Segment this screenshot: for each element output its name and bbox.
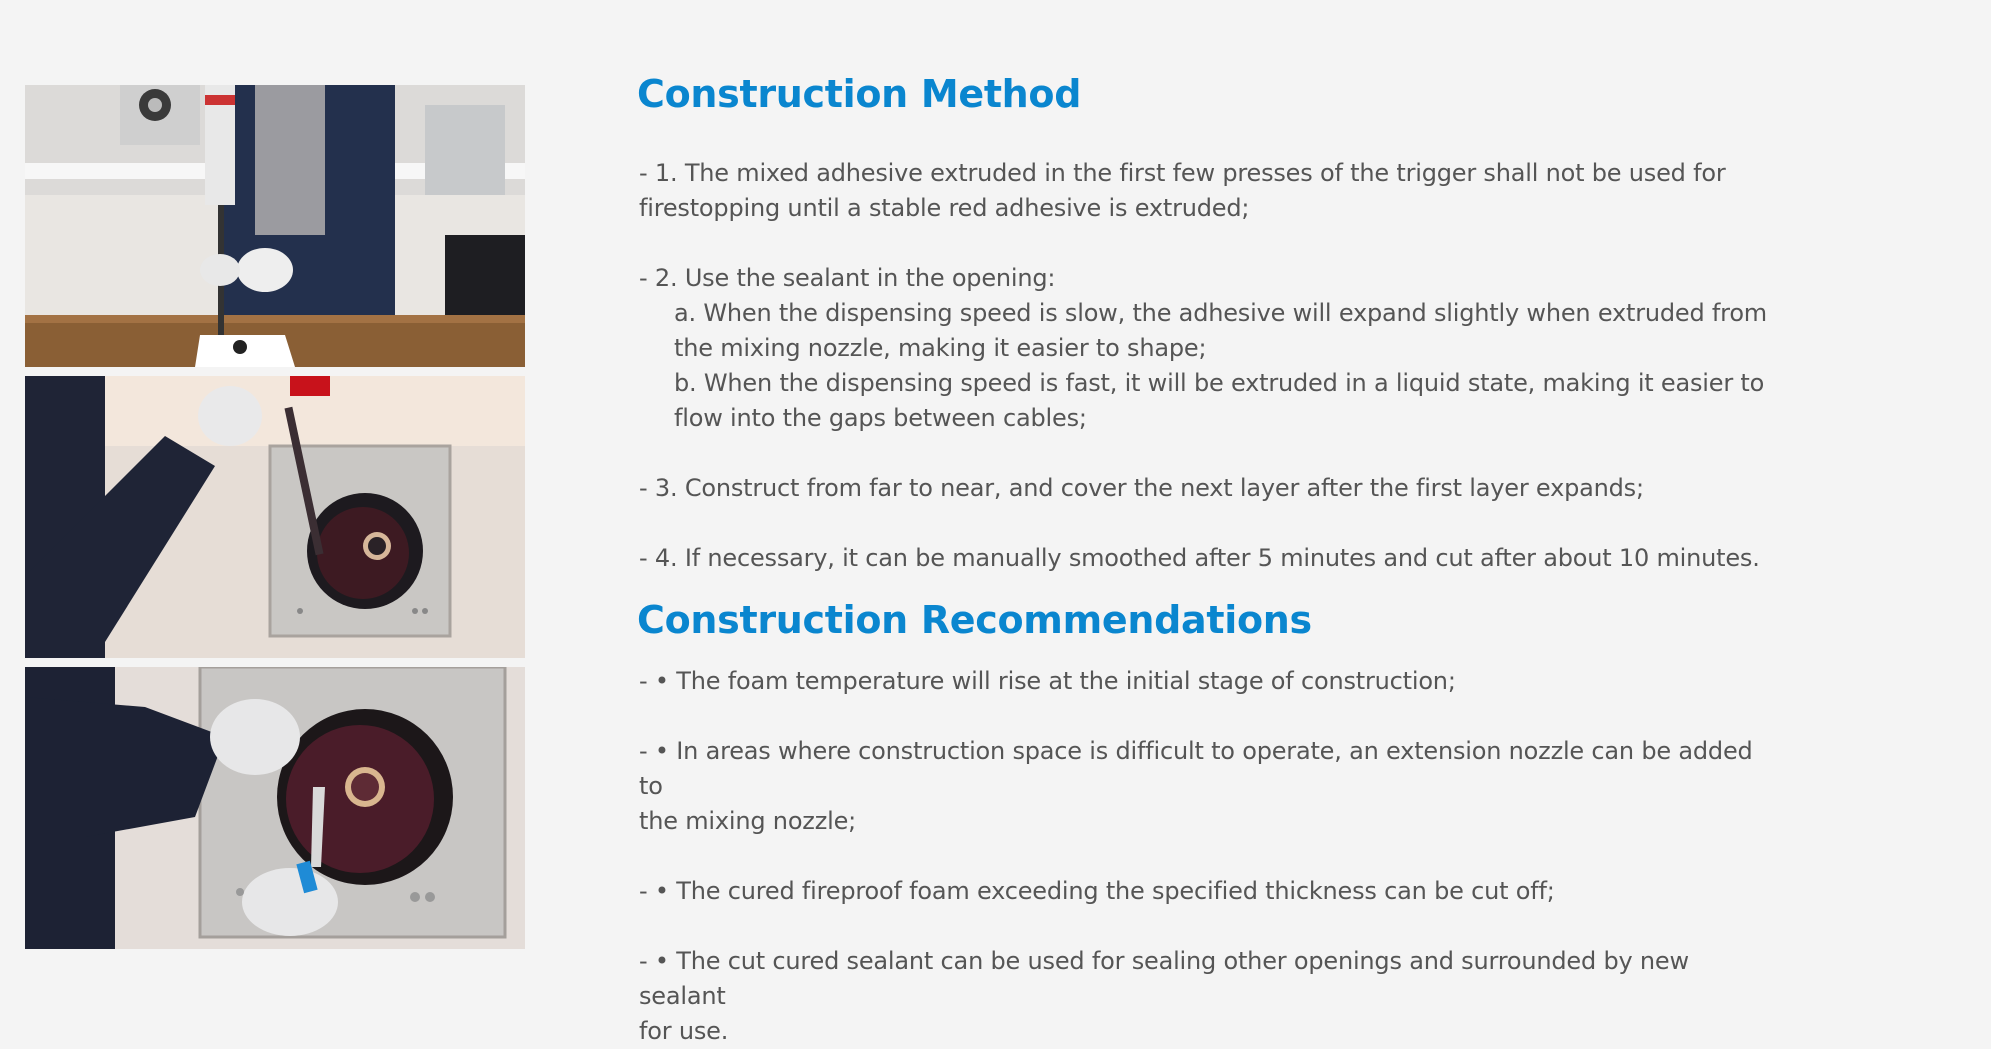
method-item-1: [639, 156, 1777, 226]
recommendation-item-2: [639, 734, 1777, 839]
method-item-4: [639, 541, 1777, 576]
method-item-2-sub-line-2: the mixing nozzle, making it easier to shape;: [674, 334, 1207, 362]
recommendation-item-3-line-1: - • The cured fireproof foam exceeding the specified thickness can be cut off;: [639, 877, 1555, 905]
photo-column: [25, 85, 525, 958]
photo-cutting-sealant-image: [25, 667, 525, 949]
method-item-1-line-1: - 1. The mixed adhesive extruded in the first few presses of the trigger shall not be used for: [639, 159, 1726, 187]
photo-sealant-gun: [25, 85, 525, 367]
recommendation-item-2-line-2: the mixing nozzle;: [639, 807, 857, 835]
method-item-3: [639, 471, 1777, 506]
method-item-2-sub-line-4: flow into the gaps between cables;: [674, 404, 1087, 432]
method-item-2-line-1: - 2. Use the sealant in the opening:: [639, 264, 1056, 292]
method-item-2-sub-line-1: a. When the dispensing speed is slow, the adhesive will expand slightly when extruded from: [674, 299, 1767, 327]
recommendation-item-4: [639, 944, 1777, 1049]
section-title-construction-method: Construction Method: [637, 72, 1082, 116]
photo-filling-opening: [25, 376, 525, 658]
method-item-2-subpoints: [639, 296, 1777, 436]
method-item-4-line-1: - 4. If necessary, it can be manually smoothed after 5 minutes and cut after about 10 minutes.: [639, 544, 1760, 572]
recommendation-item-1: [639, 664, 1777, 699]
recommendation-item-4-line-1: - • The cut cured sealant can be used for sealing other openings and surrounded by new sealant: [639, 947, 1689, 1010]
recommendation-item-1-line-1: - • The foam temperature will rise at the initial stage of construction;: [639, 667, 1456, 695]
photo-cutting-sealant: [25, 667, 525, 949]
photo-filling-opening-image: [25, 376, 525, 658]
content-panel: [637, 72, 1777, 1049]
recommendation-item-4-line-2: for use.: [639, 1017, 729, 1045]
method-item-2-sub-line-3: b. When the dispensing speed is fast, it will be extruded in a liquid state, making it easier to: [674, 369, 1765, 397]
recommendation-item-2-line-1: - • In areas where construction space is difficult to operate, an extension nozzle can be added to: [639, 737, 1753, 800]
method-item-1-line-2: firestopping until a stable red adhesive is extruded;: [639, 194, 1250, 222]
recommendation-item-3: [639, 874, 1777, 909]
photo-sealant-gun-image: [25, 85, 525, 367]
method-item-3-line-1: - 3. Construct from far to near, and cover the next layer after the first layer expands;: [639, 474, 1644, 502]
section-title-construction-recommendations: Construction Recommendations: [637, 598, 1312, 642]
method-item-2: [639, 261, 1777, 436]
